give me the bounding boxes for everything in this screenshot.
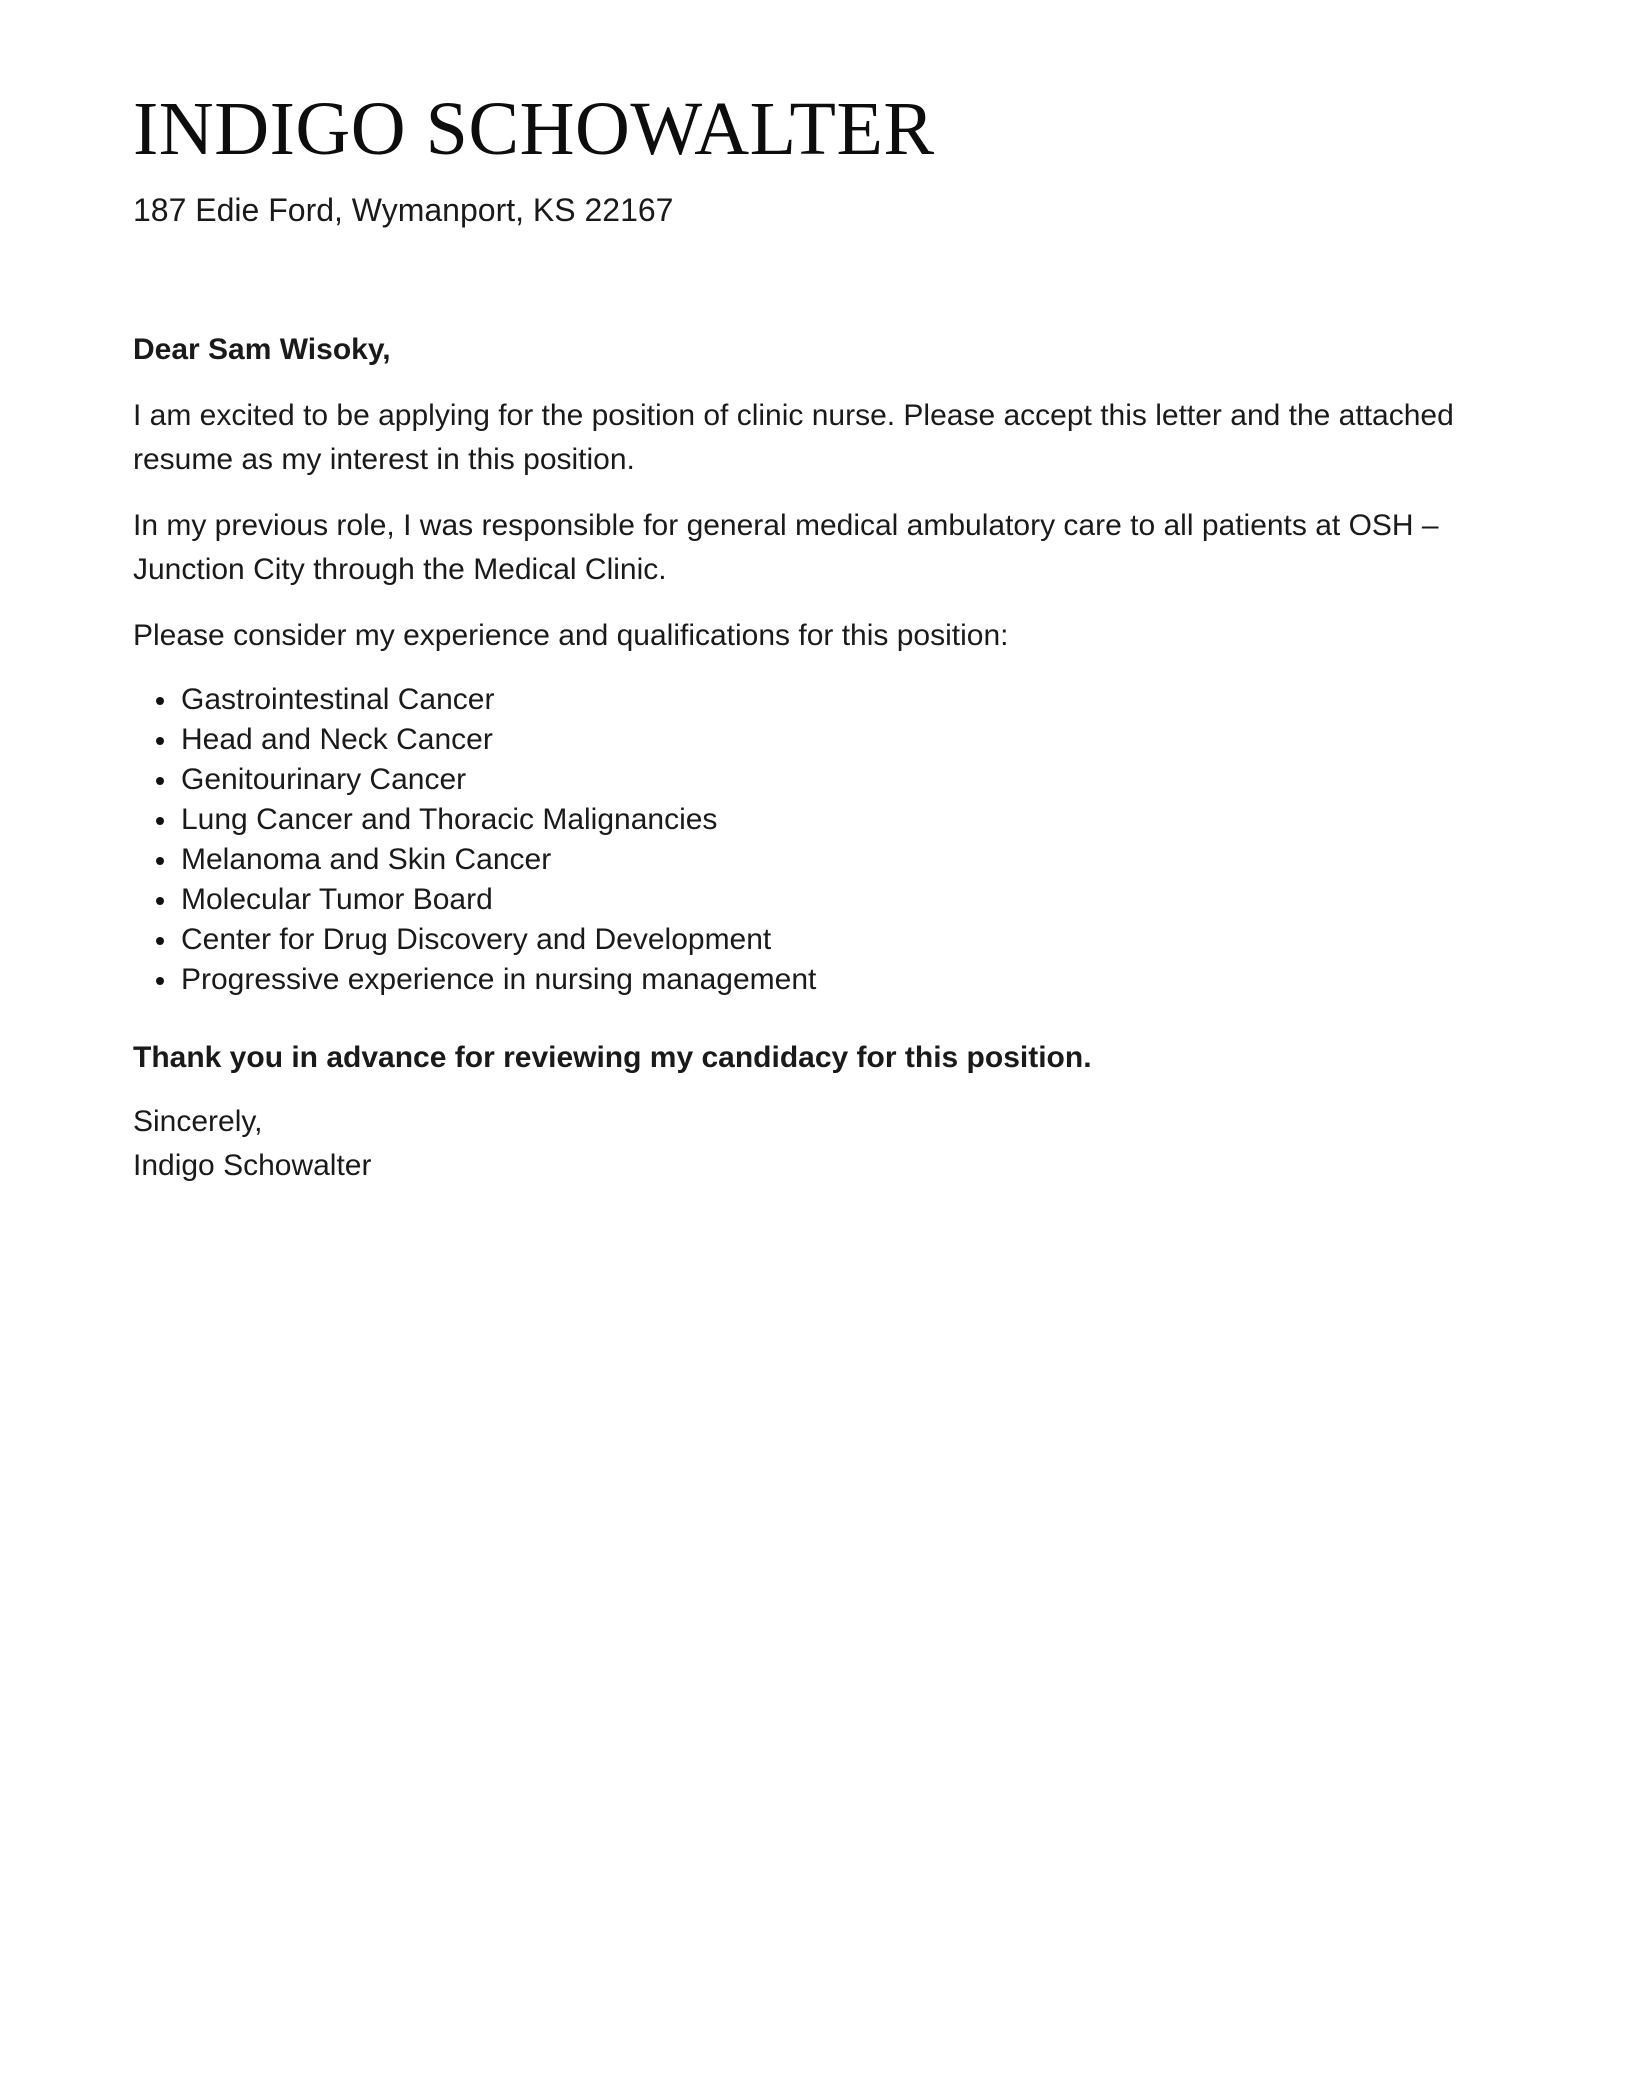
thank-you-line: Thank you in advance for reviewing my candidacy for this position. [133, 1041, 1092, 1074]
list-item: Molecular Tumor Board [181, 880, 1503, 920]
list-item: Gastrointestinal Cancer [181, 680, 1503, 720]
list-item: Melanoma and Skin Cancer [181, 840, 1503, 880]
experience-paragraph: In my previous role, I was responsible for general medical ambulatory care to all patients at OSH – Junction City through the Medical Clinic. [133, 509, 1439, 586]
qualifications-intro: Please consider my experience and qualifications for this position: [133, 619, 1009, 652]
list-item: Progressive experience in nursing management [181, 960, 1503, 1000]
letter-body [133, 330, 1503, 1188]
salutation: Dear Sam Wisoky, [133, 333, 391, 366]
intro-paragraph: I am excited to be applying for the position of clinic nurse. Please accept this letter and the attached resume as my interest in this position. [133, 399, 1454, 476]
applicant-address: 187 Edie Ford, Wymanport, KS 22167 [133, 192, 674, 228]
qualifications-list [133, 680, 1503, 1000]
list-item: Genitourinary Cancer [181, 760, 1503, 800]
list-item: Lung Cancer and Thoracic Malignancies [181, 800, 1503, 840]
applicant-name: INDIGO SCHOWALTER [133, 87, 935, 171]
signature: Indigo Schowalter [133, 1149, 372, 1182]
list-item: Center for Drug Discovery and Development [181, 920, 1503, 960]
list-item: Head and Neck Cancer [181, 720, 1503, 760]
closing: Sincerely, [133, 1105, 263, 1138]
